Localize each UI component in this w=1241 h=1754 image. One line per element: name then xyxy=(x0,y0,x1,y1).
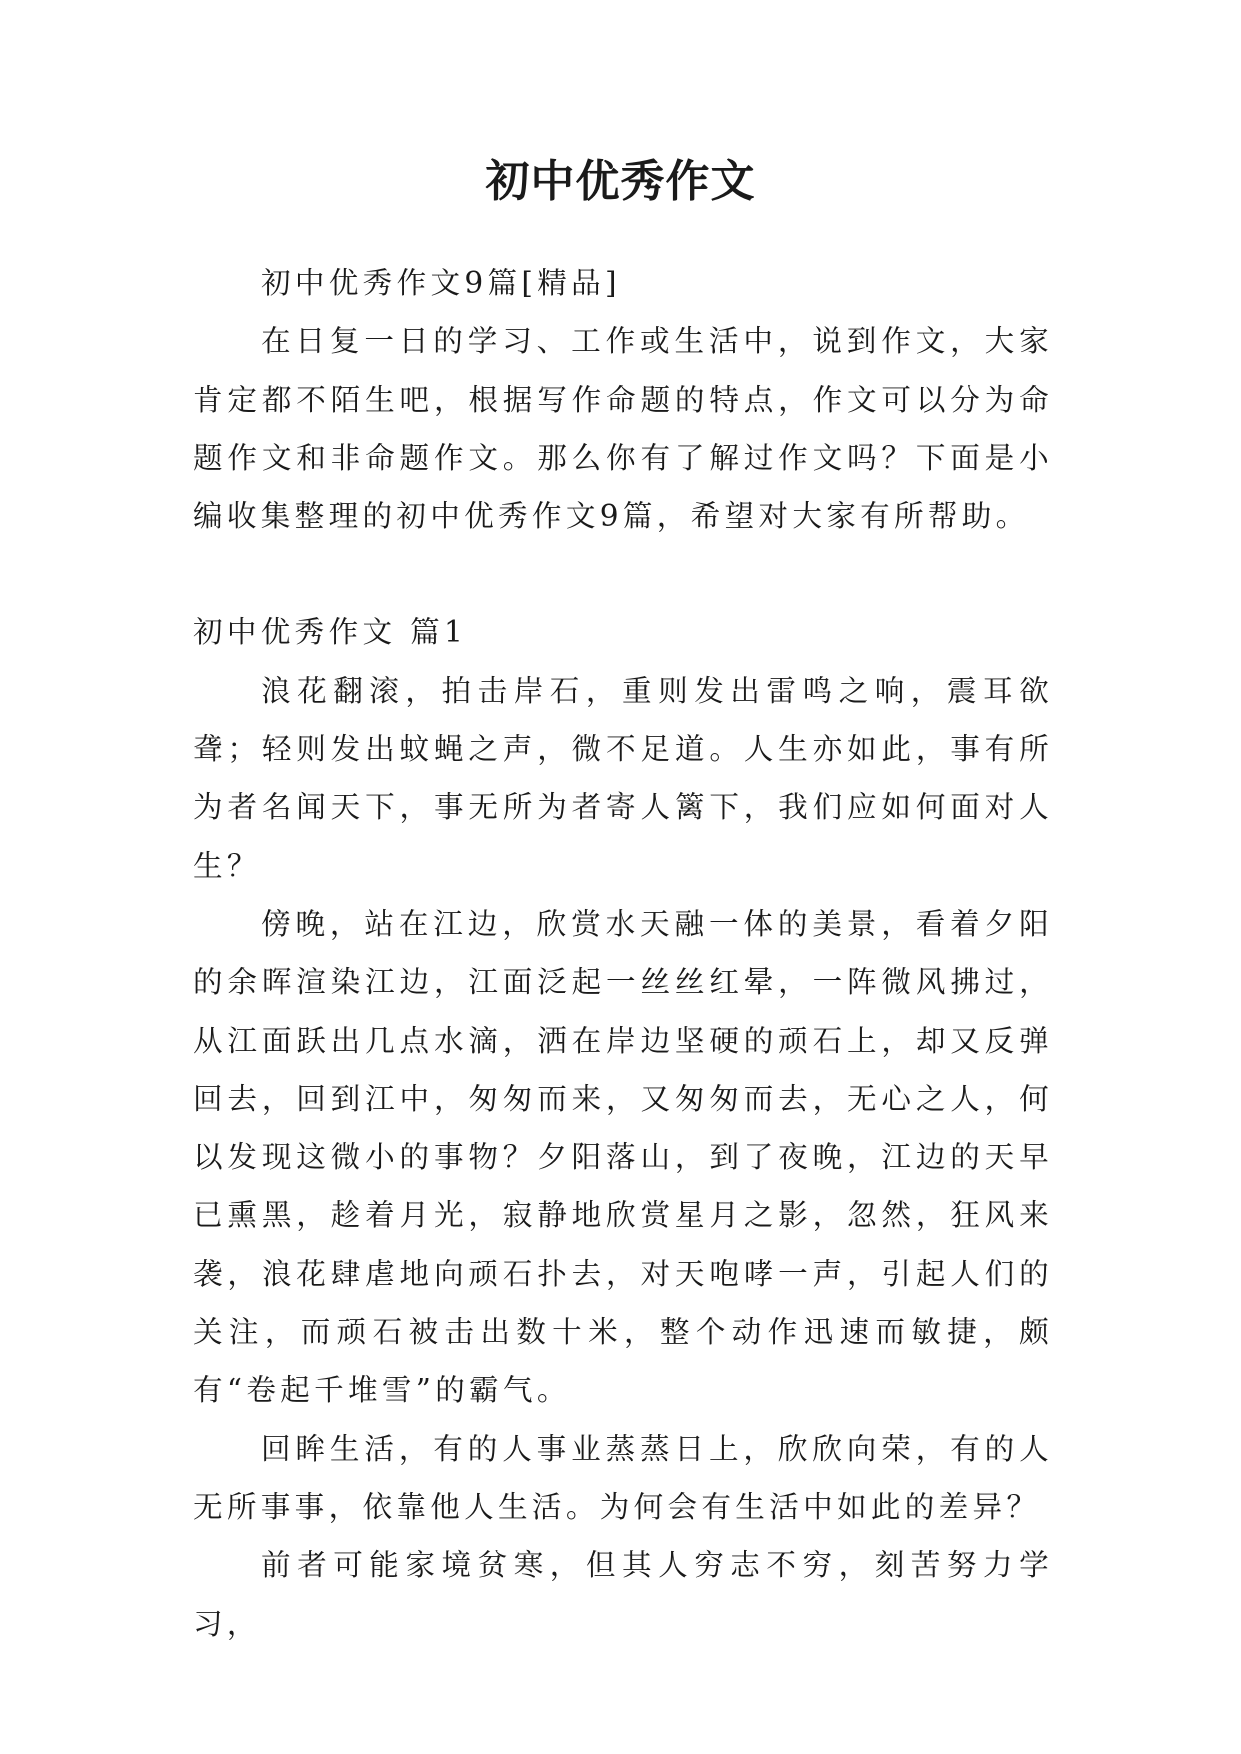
body-paragraph: 前者可能家境贫寒，但其人穷志不穷，刻苦努力学习， xyxy=(193,1548,1053,1641)
body-paragraph: 傍晚，站在江边，欣赏水天融一体的美景，看着夕阳的余晖渲染江边，江面泛起一丝丝红晕，一阵微风拂过，从江面跃出几点水滴，洒在岸边坚硬的顽石上，却又反弹回去，回到江中，匆匆而来，又匆匆而去，无心之人，何以发现这微小的事物？夕阳落山，到了夜晚，江边的天早已熏黑，趁着月光，寂静地欣赏星月之影，忽然，狂风来袭，浪花肆虐地向顽石扑去，对天咆哮一声，引起人们的关注，而顽石被击出数十米，整个动作迅速而敏捷，颇有“卷起千堆雪”的霸气。 xyxy=(193,906,1053,1408)
intro-paragraph: 在日复一日的学习、工作或生活中，说到作文，大家肯定都不陌生吧，根据写作命题的特点，作文可以分为命题作文和非命题作文。那么你有了解过作文吗？下面是小编收集整理的初中优秀作文9篇，希望对大家有所帮助。 xyxy=(193,324,1053,534)
document-body xyxy=(193,254,1053,1653)
subtitle-paragraph: 初中优秀作文9篇[精品] xyxy=(261,266,621,300)
body-paragraph: 回眸生活，有的人事业蒸蒸日上，欣欣向荣，有的人无所事事，依靠他人生活。为何会有生活中如此的差异？ xyxy=(193,1431,1053,1524)
document-title: 初中优秀作文 xyxy=(485,156,756,207)
section-heading: 初中优秀作文 篇1 xyxy=(193,615,468,650)
body-paragraph: 浪花翻滚，拍击岸石，重则发出雷鸣之响，震耳欲聋；轻则发出蚊蝇之声，微不足道。人生亦如此，事有所为者名闻天下，事无所为者寄人篱下，我们应如何面对人生？ xyxy=(193,673,1053,883)
